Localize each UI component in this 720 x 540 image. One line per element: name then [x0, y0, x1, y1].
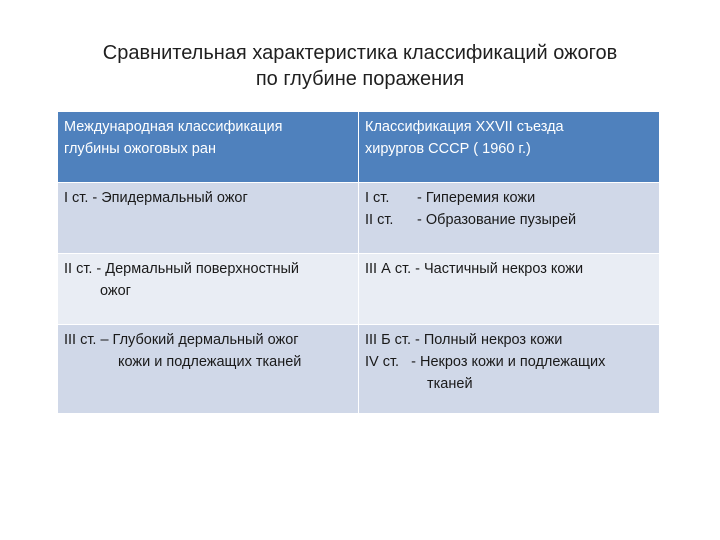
- title-line-2: по глубине поражения: [255, 68, 465, 90]
- cell-ussr: [359, 325, 660, 414]
- title-line-1: Сравнительная характеристика классификаций ожогов: [102, 42, 618, 64]
- cell-international: [58, 183, 359, 254]
- grade-description: - Гиперемия кожи: [417, 190, 536, 206]
- header-ussr: [359, 112, 660, 183]
- header-international: [58, 112, 359, 183]
- cell-line: [365, 209, 653, 231]
- cell-line: [365, 187, 653, 209]
- cell-text: II ст. - Дермальный поверхностный: [64, 261, 300, 277]
- cell-international: [58, 325, 359, 414]
- cell-text-continuation: кожи и подлежащих тканей: [118, 354, 302, 370]
- cell-text-continuation: тканей: [427, 376, 473, 392]
- grade-label: I ст.: [365, 190, 390, 206]
- table-row: [58, 325, 660, 414]
- cell-ussr: [359, 254, 660, 325]
- cell-international: [58, 254, 359, 325]
- slide-title: [60, 40, 660, 92]
- table-header-row: [58, 112, 660, 183]
- cell-text: I ст. - Эпидермальный ожог: [64, 190, 248, 206]
- grade-label: II ст.: [365, 212, 394, 228]
- cell-text-continuation: ожог: [100, 283, 131, 299]
- header-ussr-line-2: хирургов СССР ( 1960 г.): [365, 141, 531, 157]
- cell-text: IV ст. - Некроз кожи и подлежащих: [365, 354, 606, 370]
- table-row: [58, 183, 660, 254]
- cell-text: III Б ст. - Полный некроз кожи: [365, 332, 563, 348]
- grade-description: - Образование пузырей: [417, 212, 577, 228]
- header-international-line-2: глубины ожоговых ран: [64, 141, 216, 157]
- header-ussr-line-1: Классификация XXVII съезда: [365, 119, 564, 135]
- header-international-line-1: Международная классификация: [64, 119, 283, 135]
- cell-text: III ст. – Глубокий дермальный ожог: [64, 332, 299, 348]
- cell-ussr: [359, 183, 660, 254]
- table-row: [58, 254, 660, 325]
- cell-text: III А ст. - Частичный некроз кожи: [365, 261, 584, 277]
- burn-classification-table: [57, 111, 660, 414]
